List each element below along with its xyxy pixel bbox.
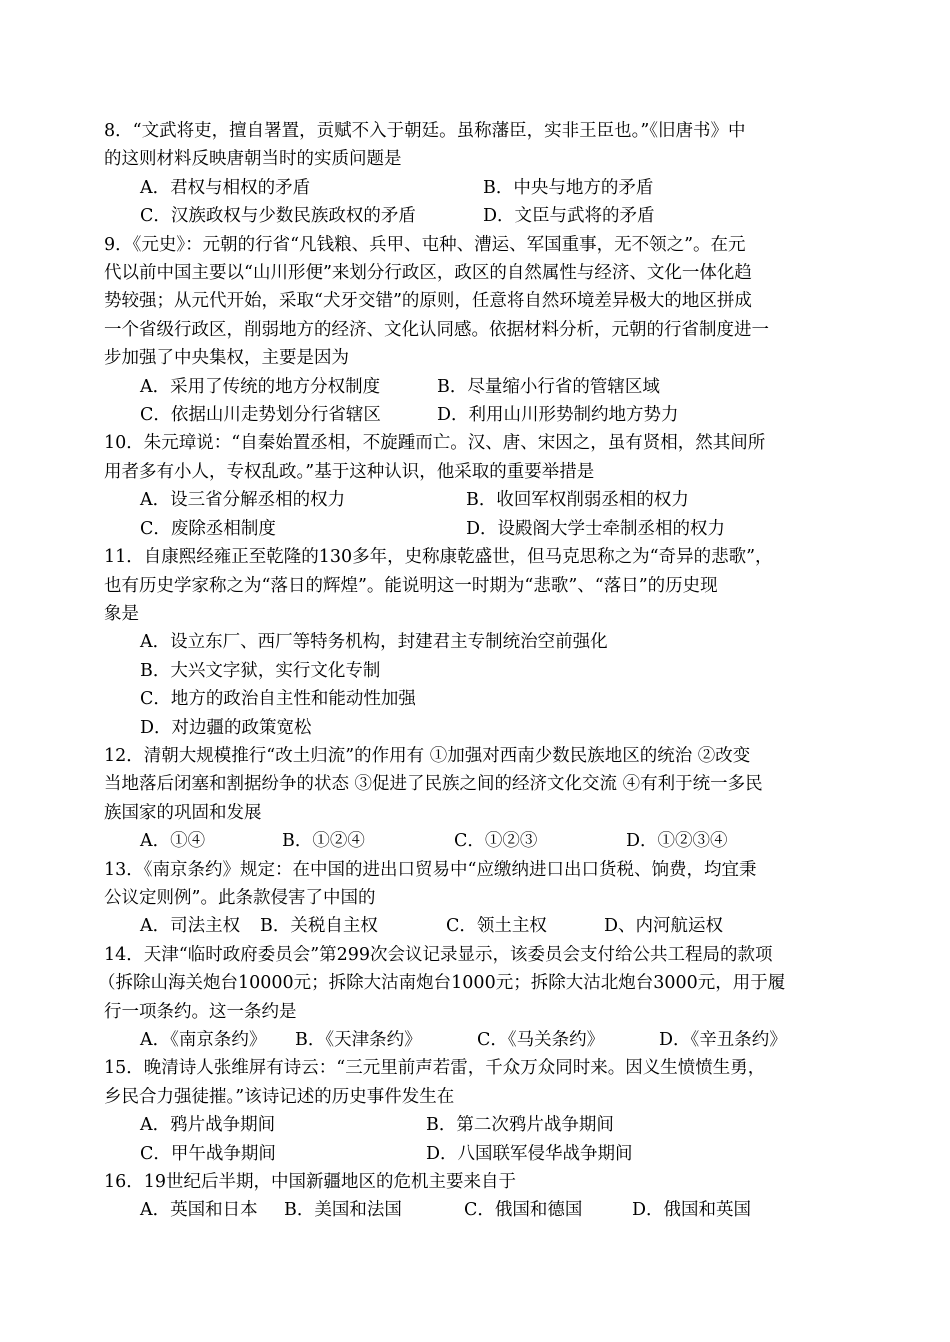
- option-a: A．设三省分解丞相的权力: [140, 490, 346, 511]
- option-a: A．设立东厂、西厂等特务机构，封建君主专制统治空前强化: [140, 632, 608, 653]
- question-text: 代以前中国主要以“山川形便”来划分行政区，政区的自然属性与经济、文化一体化趋: [104, 263, 752, 284]
- exam-page: [98, 117, 848, 1225]
- question-text: （拆除山海关炮台10000元；拆除大沽南炮台1000元；拆除大沽北炮台3000元，用于履: [98, 973, 786, 994]
- question-text: 行一项条约。这一条约是: [104, 1001, 297, 1022]
- option-c: C．俄国和德国: [464, 1200, 583, 1221]
- question-text: 10．朱元璋说：“自秦始置丞相，不旋踵而亡。汉、唐、宋因之，虽有贤相，然其间所: [104, 433, 766, 454]
- option-row: [104, 1140, 848, 1168]
- question-text: 乡民合力强徒摧。”该诗记述的历史事件发生在: [104, 1086, 455, 1107]
- option-d: D．设殿阁大学士牵制丞相的权力: [466, 518, 726, 539]
- question-14: [98, 941, 848, 1055]
- option-b: B．第二次鸦片战争期间: [426, 1115, 614, 1136]
- option-a: A．鸦片战争期间: [140, 1115, 276, 1136]
- option-d: D、内河航运权: [604, 916, 724, 937]
- question-text: 11．自康熙经雍正至乾隆的130多年，史称康乾盛世，但马克思称之为“奇异的悲歌”，: [104, 547, 773, 568]
- question-text: 象是: [104, 603, 139, 624]
- option-row: [104, 373, 848, 401]
- option-row: [104, 486, 848, 514]
- option-c: C．甲午战争期间: [140, 1143, 276, 1164]
- option-c: C．依据山川走势划分行省辖区: [140, 405, 381, 426]
- option-a: A．采用了传统的地方分权制度: [140, 376, 381, 397]
- question-10: [104, 429, 848, 543]
- option-b: B．尽量缩小行省的管辖区域: [437, 376, 660, 397]
- option-row: [104, 202, 848, 230]
- question-text: 也有历史学家称之为“落日的辉煌”。能说明这一时期为“悲歌”、“落日”的历史现: [104, 575, 718, 596]
- option-d: D．文臣与武将的矛盾: [483, 206, 655, 227]
- option-row: [104, 174, 848, 202]
- option-b: B．《天津条约》: [295, 1030, 422, 1050]
- question-text: 公议定则例”。此条款侵害了中国的: [104, 887, 376, 908]
- option-row: [104, 401, 848, 429]
- option-row: [104, 827, 848, 855]
- question-text: 的这则材料反映唐朝当时的实质问题是: [104, 149, 402, 170]
- option-a: A．①④: [140, 831, 206, 852]
- option-d: D．俄国和英国: [632, 1200, 752, 1221]
- question-8: [104, 117, 848, 231]
- option-row: [104, 912, 848, 940]
- option-c: C．《马关条约》: [477, 1030, 605, 1050]
- option-b: B．关税自主权: [260, 916, 378, 937]
- option-b: B．大兴文字狱，实行文化专制: [140, 660, 381, 681]
- option-b: B．中央与地方的矛盾: [483, 177, 654, 198]
- question-text: 用者多有小人，专权乱政。”基于这种认识，他采取的重要举措是: [104, 461, 595, 482]
- option-c: C．汉族政权与少数民族政权的矛盾: [140, 206, 416, 227]
- question-text: 当地落后闭塞和割据纷争的状态 ③促进了民族之间的经济文化交流 ④有利于统一多民: [104, 774, 763, 795]
- question-16: [104, 1168, 848, 1225]
- option-a: A．英国和日本: [140, 1200, 258, 1221]
- question-text: 15．晚清诗人张维屏有诗云：“三元里前声若雷，千众万众同时来。因义生愤愤生勇，: [104, 1058, 766, 1079]
- question-text: 13．《南京条约》规定：在中国的进出口贸易中“应缴纳进口出口货税、饷费，均宜秉: [104, 859, 757, 880]
- question-text: 步加强了中央集权，主要是因为: [104, 348, 349, 369]
- question-11: [104, 543, 848, 742]
- question-text: 势较强；从元代开始，采取“犬牙交错”的原则，任意将自然环境差异极大的地区拼成: [104, 291, 752, 312]
- option-c: C．领土主权: [446, 916, 547, 937]
- question-text: 一个省级行政区，削弱地方的经济、文化认同感。依据材料分析，元朝的行省制度进一: [104, 319, 769, 340]
- option-c: C．地方的政治自主性和能动性加强: [140, 689, 416, 710]
- question-text: 16．19世纪后半期，中国新疆地区的危机主要来自于: [104, 1172, 517, 1193]
- option-c: C．废除丞相制度: [140, 518, 276, 539]
- question-text: 族国家的巩固和发展: [104, 802, 262, 823]
- question-text: 12．清朝大规模推行“改土归流”的作用有 ①加强对西南少数民族地区的统治 ②改变: [104, 745, 751, 766]
- option-row: [104, 1196, 848, 1224]
- question-15: [104, 1054, 848, 1168]
- option-c: C．①②③: [454, 831, 538, 852]
- option-b: B．①②④: [282, 831, 365, 852]
- option-b: B．美国和法国: [284, 1200, 402, 1221]
- option-d: D．《辛丑条约》: [659, 1030, 787, 1050]
- option-d: D．八国联军侵华战争期间: [426, 1143, 633, 1164]
- question-text: 8．“文武将吏，擅自署置，贡赋不入于朝廷。虽称藩臣，实非王臣也。”《旧唐书》中: [104, 121, 746, 141]
- option-d: D．利用山川形势制约地方势力: [437, 405, 679, 426]
- option-row: [104, 515, 848, 543]
- question-13: [104, 856, 848, 941]
- option-a: A．《南京条约》: [140, 1030, 267, 1050]
- option-d: D．①②③④: [626, 831, 728, 852]
- option-d: D．对边疆的政策宽松: [140, 717, 312, 738]
- question-text: 14．天津“临时政府委员会”第299次会议记录显示，该委员会支付给公共工程局的款项: [104, 944, 773, 965]
- option-b: B．收回军权削弱丞相的权力: [466, 490, 689, 511]
- option-a: A．君权与相权的矛盾: [140, 177, 311, 198]
- option-a: A．司法主权: [140, 916, 241, 937]
- question-12: [104, 742, 848, 856]
- option-row: [104, 1026, 848, 1054]
- question-9: [104, 231, 848, 430]
- option-row: [104, 1111, 848, 1139]
- question-text: 9．《元史》：元朝的行省“凡钱粮、兵甲、屯种、漕运、军国重事，无不领之”。在元: [104, 234, 746, 255]
